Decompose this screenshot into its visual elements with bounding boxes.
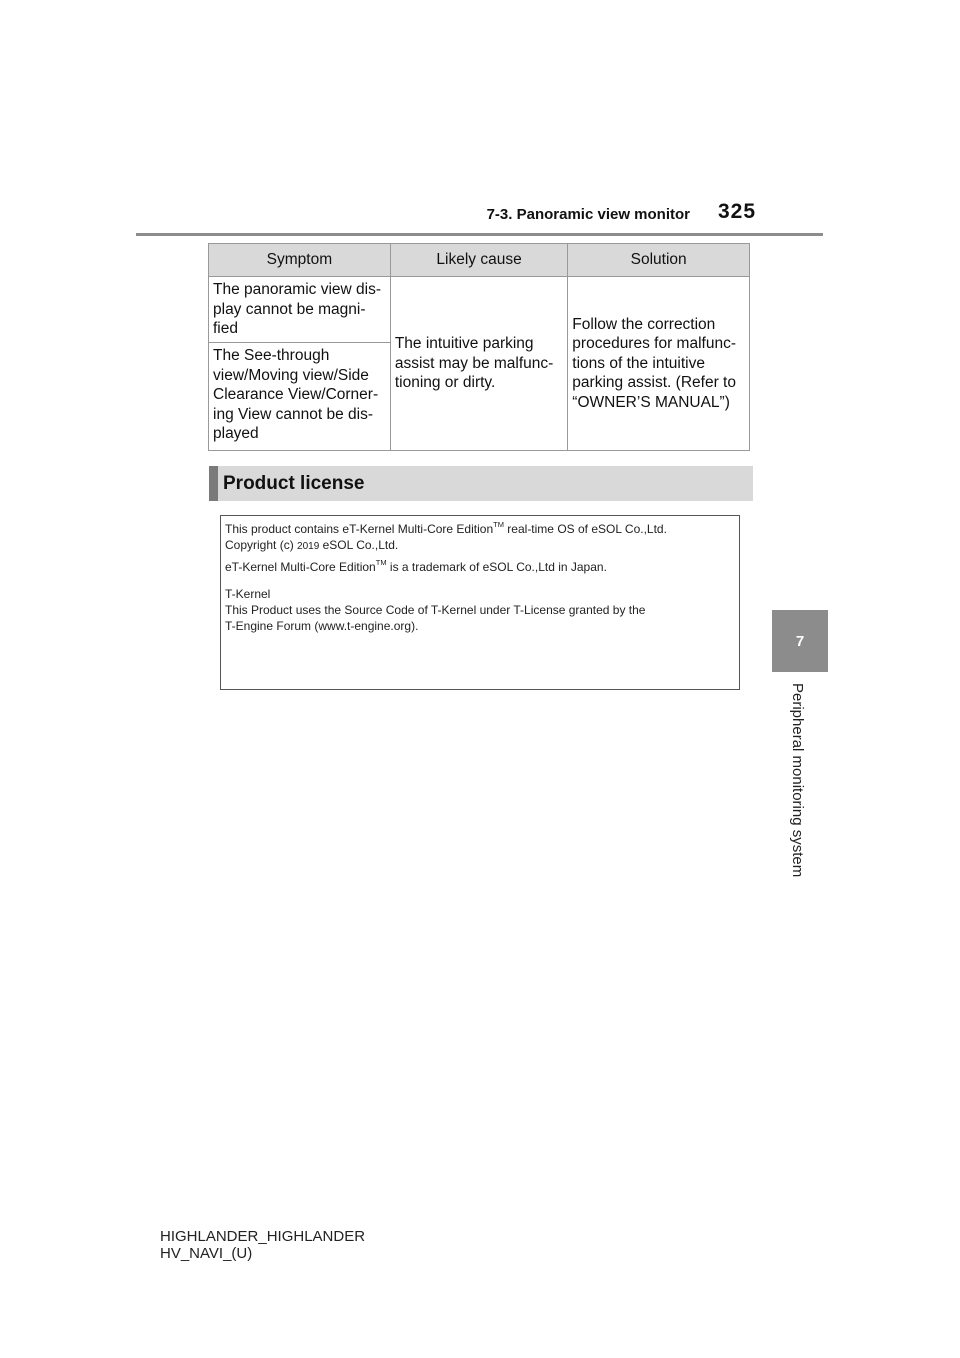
symptom-cell: The See-through view/Moving view/Side Clearance View/Corner- ing View cannot be dis- played (209, 343, 391, 451)
license-text: eT-Kernel Multi-Core Edition (225, 560, 376, 574)
license-text: Copyright (c) (225, 538, 298, 552)
header-solution: Solution (568, 244, 750, 277)
footer (160, 1228, 365, 1262)
chapter-title: Peripheral monitoring system (789, 683, 806, 878)
license-line (225, 537, 734, 555)
license-line: This Product uses the Source Code of T-Kernel under T-License granted by the (225, 603, 646, 617)
symptom-table (208, 243, 750, 451)
section-heading: Product license (209, 466, 753, 501)
header-symptom: Symptom (209, 244, 391, 277)
license-line (225, 559, 734, 575)
header-likely-cause: Likely cause (390, 244, 567, 277)
trademark-mark: TM (375, 558, 387, 567)
header-divider (136, 233, 823, 236)
chapter-tab (772, 610, 828, 672)
license-line (225, 521, 734, 537)
table-row (209, 277, 750, 343)
solution-cell: Follow the correction procedures for malfunc- tions of the intuitive parking assist. (Refer to “OWNER’S MANUAL”) (568, 277, 750, 451)
copyright-year: 2019 (297, 541, 320, 552)
section-title: 7-3. Panoramic view monitor (486, 206, 690, 223)
table-header-row (209, 244, 750, 277)
license-text: real-time OS of eSOL Co.,Ltd. (503, 522, 667, 536)
footer-variant: HV_NAVI_(U) (160, 1245, 253, 1262)
cause-cell: The intuitive parking assist may be malfunc- tioning or dirty. (390, 277, 567, 451)
license-text: This product contains eT-Kernel Multi-Core Edition (225, 522, 494, 536)
license-line: T-Engine Forum (www.t-engine.org). (225, 619, 419, 633)
license-text: is a trademark of eSOL Co.,Ltd in Japan. (386, 560, 607, 574)
symptom-cell: The panoramic view dis- play cannot be magni- fied (209, 277, 391, 343)
license-box (220, 515, 740, 690)
license-text: eSOL Co.,Ltd. (319, 538, 399, 552)
chapter-number: 7 (795, 632, 805, 650)
license-line: T-Kernel (225, 587, 271, 601)
footer-model: HIGHLANDER_HIGHLANDER (160, 1228, 366, 1245)
page-number: 325 (718, 200, 757, 223)
trademark-mark: TM (493, 520, 504, 529)
